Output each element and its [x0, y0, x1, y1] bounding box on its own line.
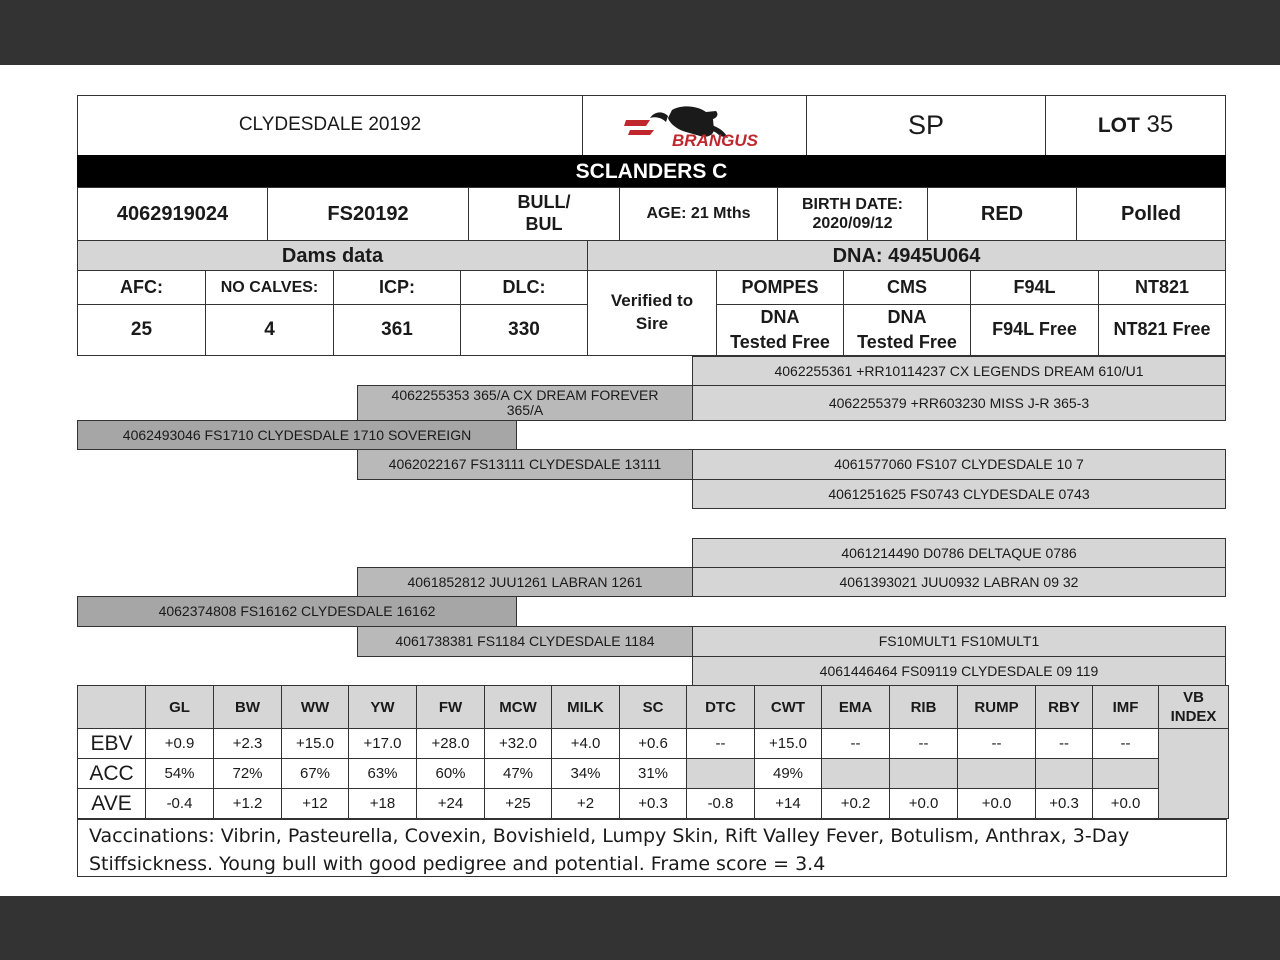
- dna-test-result-pompes: DNA Tested Free: [716, 304, 844, 356]
- ebv-cell: +0.6: [620, 729, 687, 759]
- grade-code: SP: [806, 95, 1046, 156]
- pedigree-dam-sire-dam: 4061393021 JUU0932 LABRAN 09 32: [692, 567, 1226, 597]
- ebv-corner: [78, 686, 146, 729]
- ebv-row-label: ACC: [78, 759, 146, 789]
- ebv-cell: +28.0: [417, 729, 485, 759]
- dna-verified: Verified to Sire: [587, 270, 717, 356]
- ebv-cell: --: [890, 729, 958, 759]
- ebv-cell: +32.0: [485, 729, 552, 759]
- dna-test-name-pompes: POMPES: [716, 270, 844, 305]
- pedigree-dam-sire: 4061852812 JUU1261 LABRAN 1261: [357, 567, 693, 597]
- pedigree-sire-sire-sire: 4062255361 +RR10114237 CX LEGENDS DREAM 610/U1: [692, 356, 1226, 386]
- ebv-cell: --: [822, 729, 890, 759]
- ebv-row-ave: [78, 789, 1229, 819]
- lot-label: LOT: [1097, 113, 1140, 137]
- dams-label-afc: AFC:: [77, 270, 206, 305]
- birth-date: BIRTH DATE: 2020/09/12: [777, 187, 928, 241]
- lot-value: 35: [1146, 111, 1174, 139]
- ebv-header-row: [78, 686, 1229, 729]
- ebv-cell: +0.9: [146, 729, 214, 759]
- ebv-row-acc: [78, 759, 1229, 789]
- pedigree-dam-sire-sire: 4061214490 D0786 DELTAQUE 0786: [692, 538, 1226, 568]
- ebv-cell: -0.4: [146, 789, 214, 819]
- animal-colour: RED: [927, 187, 1077, 241]
- ebv-col-rump: RUMP: [958, 686, 1036, 729]
- ebv-cell: 34%: [552, 759, 620, 789]
- ebv-col-yw: YW: [349, 686, 417, 729]
- ebv-col-imf: IMF: [1093, 686, 1159, 729]
- ebv-cell: +0.3: [620, 789, 687, 819]
- ebv-cell: +14: [755, 789, 822, 819]
- ebv-cell: 63%: [349, 759, 417, 789]
- ebv-cell: --: [1036, 729, 1093, 759]
- animal-horn: Polled: [1076, 187, 1226, 241]
- dna-test-result-cms: DNA Tested Free: [843, 304, 971, 356]
- notes-text: Vaccinations: Vibrin, Pasteurella, Covexin, Bovishield, Lumpy Skin, Rift Valley Fever, Botulism, Anthrax, 3-Day Stiffsickness. Young bull with good pedigree and potential. Frame score = 3.4: [77, 819, 1227, 877]
- pedigree-dam: 4062374808 FS16162 CLYDESDALE 16162: [77, 596, 517, 627]
- ebv-cell: --: [1093, 729, 1159, 759]
- ebv-cell: +15.0: [282, 729, 349, 759]
- ebv-row-label: EBV: [78, 729, 146, 759]
- animal-id: 4062919024: [77, 187, 268, 241]
- pedigree-dam-dam: 4061738381 FS1184 CLYDESDALE 1184: [357, 626, 693, 657]
- ebv-cell: [822, 759, 890, 789]
- ebv-cell: [890, 759, 958, 789]
- ebv-col-cwt: CWT: [755, 686, 822, 729]
- dams-label-dlc: DLC:: [460, 270, 588, 305]
- dams-value-icp: 361: [333, 304, 461, 356]
- ebv-col-milk: MILK: [552, 686, 620, 729]
- lot-number: [1045, 95, 1226, 156]
- dams-label-icp: ICP:: [333, 270, 461, 305]
- ebv-cell: 72%: [214, 759, 282, 789]
- ebv-row-ebv: [78, 729, 1229, 759]
- dams-label-calves: NO CALVES:: [205, 270, 334, 305]
- ebv-cell: +15.0: [755, 729, 822, 759]
- ebv-cell: +0.0: [958, 789, 1036, 819]
- ebv-col-ww: WW: [282, 686, 349, 729]
- ebv-cell: +4.0: [552, 729, 620, 759]
- ebv-cell: +0.0: [1093, 789, 1159, 819]
- svg-text:BRANGUS: BRANGUS: [671, 130, 758, 150]
- pedigree-sire-sire: 4062255353 365/A CX DREAM FOREVER 365/A: [357, 385, 693, 421]
- dams-value-afc: 25: [77, 304, 206, 356]
- ebv-col-ema: EMA: [822, 686, 890, 729]
- ebv-cell: +0.3: [1036, 789, 1093, 819]
- dna-test-name-f94l: F94L: [970, 270, 1099, 305]
- ebv-cell: 31%: [620, 759, 687, 789]
- pedigree-dam-dam-dam: 4061446464 FS09119 CLYDESDALE 09 119: [692, 656, 1226, 686]
- ebv-col-sc: SC: [620, 686, 687, 729]
- dna-test-result-f94l: F94L Free: [970, 304, 1099, 356]
- ebv-cell: +2.3: [214, 729, 282, 759]
- ebv-cell: +12: [282, 789, 349, 819]
- ebv-col-bw: BW: [214, 686, 282, 729]
- ebv-cell: 67%: [282, 759, 349, 789]
- ebv-col-rby: RBY: [1036, 686, 1093, 729]
- animal-name: SCLANDERS C: [77, 155, 1226, 188]
- animal-sex: BULL/ BUL: [468, 187, 620, 241]
- pedigree-sire-dam: 4062022167 FS13111 CLYDESDALE 13111: [357, 449, 693, 480]
- pedigree-sire-dam-sire: 4061577060 FS107 CLYDESDALE 10 7: [692, 449, 1226, 480]
- ebv-col-fw: FW: [417, 686, 485, 729]
- ebv-cell: [1036, 759, 1093, 789]
- ebv-cell: +0.0: [890, 789, 958, 819]
- dna-test-result-nt821: NT821 Free: [1098, 304, 1226, 356]
- ebv-cell: 49%: [755, 759, 822, 789]
- animal-tattoo: FS20192: [267, 187, 469, 241]
- ebv-cell: +18: [349, 789, 417, 819]
- ebv-table: [77, 685, 1229, 819]
- pedigree-dam-dam-sire: FS10MULT1 FS10MULT1: [692, 626, 1226, 657]
- ebv-col-mcw: MCW: [485, 686, 552, 729]
- ebv-cell: +0.2: [822, 789, 890, 819]
- ebv-cell: 60%: [417, 759, 485, 789]
- ebv-cell: [687, 759, 755, 789]
- pedigree-sire-sire-dam: 4062255379 +RR603230 MISS J-R 365-3: [692, 385, 1226, 421]
- ebv-cell: +17.0: [349, 729, 417, 759]
- dams-value-calves: 4: [205, 304, 334, 356]
- ebv-cell: --: [958, 729, 1036, 759]
- dams-value-dlc: 330: [460, 304, 588, 356]
- ebv-cell: 47%: [485, 759, 552, 789]
- ebv-cell: +25: [485, 789, 552, 819]
- viewer-top-bar: [0, 0, 1280, 65]
- dna-test-name-cms: CMS: [843, 270, 971, 305]
- bull-logo-icon: [620, 102, 770, 150]
- ebv-cell: [958, 759, 1036, 789]
- ebv-cell: [1093, 759, 1159, 789]
- animal-age: AGE: 21 Mths: [619, 187, 778, 241]
- ebv-cell: +24: [417, 789, 485, 819]
- pedigree-sire: 4062493046 FS1710 CLYDESDALE 1710 SOVEREIGN: [77, 420, 517, 450]
- ebv-cell: 54%: [146, 759, 214, 789]
- ebv-cell: +1.2: [214, 789, 282, 819]
- pedigree-sire-dam-dam: 4061251625 FS0743 CLYDESDALE 0743: [692, 479, 1226, 509]
- ebv-col-vb-index: VB INDEX: [1159, 686, 1229, 729]
- ebv-cell: --: [687, 729, 755, 759]
- dna-test-name-nt821: NT821: [1098, 270, 1226, 305]
- dna-title: DNA: 4945U064: [587, 240, 1226, 271]
- herd-name: CLYDESDALE 20192: [77, 95, 583, 156]
- ebv-col-dtc: DTC: [687, 686, 755, 729]
- brangus-logo: [582, 95, 807, 156]
- viewer-bottom-bar: [0, 896, 1280, 960]
- ebv-cell: -0.8: [687, 789, 755, 819]
- ebv-cell: +2: [552, 789, 620, 819]
- vb-index-value: [1159, 729, 1229, 819]
- ebv-col-rib: RIB: [890, 686, 958, 729]
- ebv-col-gl: GL: [146, 686, 214, 729]
- dams-title: Dams data: [77, 240, 588, 271]
- ebv-row-label: AVE: [78, 789, 146, 819]
